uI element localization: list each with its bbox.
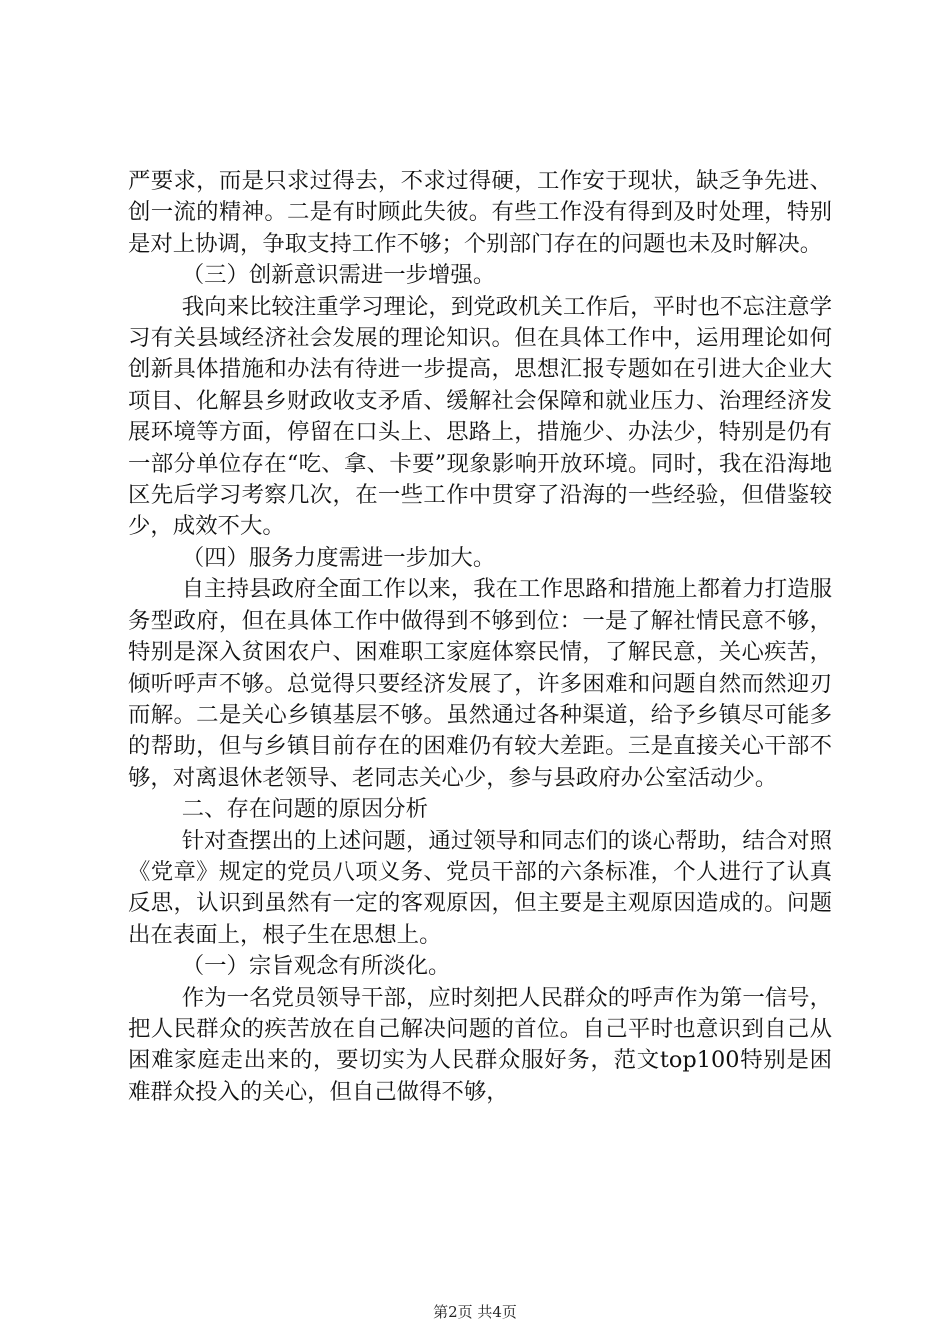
page-number-footer: 第2页 共4页 — [433, 1303, 517, 1321]
section-heading-service: （四）服务力度需进一步加大。 — [181, 544, 496, 571]
section-heading-purpose: （一）宗旨观念有所淡化。 — [181, 953, 451, 980]
paragraph-causes: 针对查摆出的上述问题，通过领导和同志们的谈心帮助，结合对照《党章》规定的党员八项义务、党员干部的六条标准，个人进行了认真反思，认识到虽然有一定的客观原因，但主要是主观原因造成的。问题出在表面上，根子生在思想上。 — [128, 827, 832, 948]
paragraph-innovation: 我向来比较注重学习理论，到党政机关工作后，平时也不忘注意学习有关县域经济社会发展的理论知识。但在具体工作中，运用理论如何创新具体措施和办法有待进一步提高，思想汇报专题如在引进大企业大项目、化解县乡财政收支矛盾、缓解社会保障和就业压力、治理经济发展环境等方面，停留在口头上、思路上，措施少、办法少，特别是仍有一部分单位存在“吃、拿、卡要”现象影响开放环境。同时，我在沿海地区先后学习考察几次，在一些工作中贯穿了沿海的一些经验，但借鉴较少，成效不大。 — [128, 293, 832, 540]
paragraph-continuation: 严要求，而是只求过得去，不求过得硬，工作安于现状，缺乏争先进、创一流的精神。二是有时顾此失彼。有些工作没有得到及时处理，特别是对上协调，争取支持工作不够；个别部门存在的问题也未及时解决。 — [128, 168, 832, 257]
document-body — [128, 166, 832, 1108]
section-heading-causes: 二、存在问题的原因分析 — [181, 796, 429, 823]
section-heading-innovation: （三）创新意识需进一步增强。 — [181, 262, 496, 289]
paragraph-purpose: 作为一名党员领导干部，应时刻把人民群众的呼声作为第一信号，把人民群众的疾苦放在自己解决问题的首位。自己平时也意识到自己从困难家庭走出来的，要切实为人民群众服好务，范文top100特别是困难群众投入的关心，但自己做得不够， — [128, 984, 832, 1105]
paragraph-service: 自主持县政府全面工作以来，我在工作思路和措施上都着力打造服务型政府，但在具体工作中做得到不够到位：一是了解社情民意不够，特别是深入贫困农户、困难职工家庭体察民情，了解民意，关心疾苦，倾听呼声不够。总觉得只要经济发展了，许多困难和问题自然而然迎刃而解。二是关心乡镇基层不够。虽然通过各种渠道，给予乡镇尽可能多的帮助，但与乡镇目前存在的困难仍有较大差距。三是直接关心干部不够，对离退休老领导、老同志关心少，参与县政府办公室活动少。 — [128, 576, 832, 791]
